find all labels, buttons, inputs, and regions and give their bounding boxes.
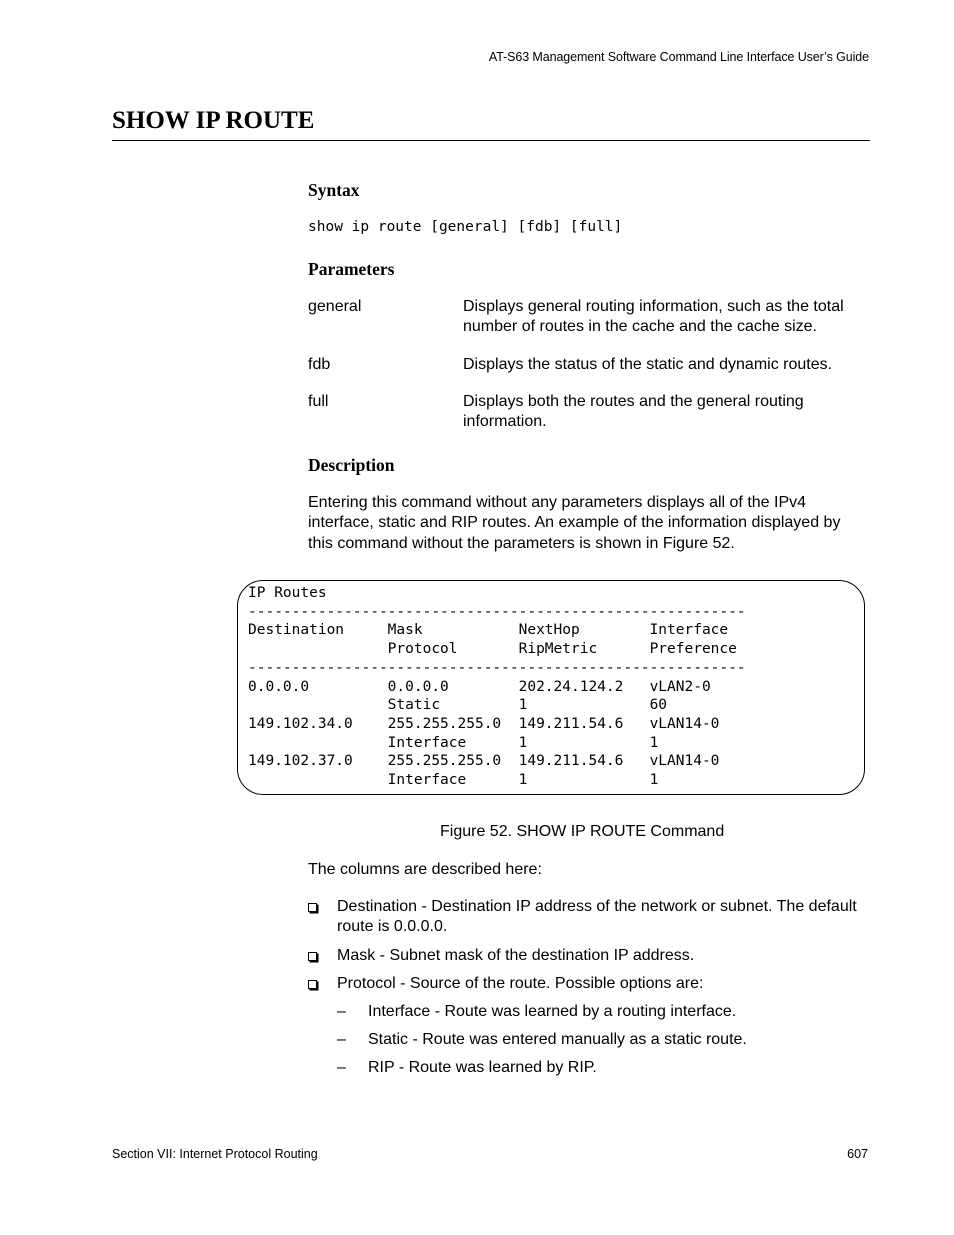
bullet-protocol: Protocol - Source of the route. Possible options are: <box>337 975 704 992</box>
dash-bullet: – <box>337 1059 346 1076</box>
syntax-command: show ip route [general] [fdb] [full] <box>308 219 623 235</box>
description-text: Entering this command without any parameters displays all of the IPv4 interface, static and RIP routes. An example of the information displayed by this command without the parameters is shown in Figure 52. <box>308 494 841 552</box>
columns-intro: The columns are described here: <box>308 861 542 878</box>
figure-caption: Figure 52. SHOW IP ROUTE Command <box>440 823 725 840</box>
running-header: AT-S63 Management Software Command Line Interface User’s Guide <box>488 50 869 64</box>
dash-bullet: – <box>337 1003 346 1020</box>
param-name-general: general <box>308 298 362 315</box>
description-heading: Description <box>308 455 395 475</box>
parameters-heading: Parameters <box>308 259 395 279</box>
footer-section: Section VII: Internet Protocol Routing <box>112 1147 318 1161</box>
checkbox-bullet-icon <box>308 952 317 961</box>
param-desc-fdb: Displays the status of the static and dynamic routes. <box>463 356 833 373</box>
protocol-option-rip: RIP - Route was learned by RIP. <box>368 1059 597 1076</box>
title-rule <box>112 140 870 141</box>
protocol-option-interface: Interface - Route was learned by a routing interface. <box>368 1003 737 1020</box>
dash-bullet: – <box>337 1031 346 1048</box>
command-output: IP Routes --------------------------------------------------------- Destination Mask NextHop Interface Protocol RipMetric Preference --------------------------------------------------------- 0.0.0.0 0.0.0.0 202.24.124.2 vLAN2-0 Static 1 60 149.102.34.0 255.255.255.0 149.211.54.6 vLAN14-0 Interface 1 1 149.102.37.0 255.255.255.0 149.211.54.6 vLAN14-0 Interface 1 1 <box>248 585 746 789</box>
protocol-option-static: Static - Route was entered manually as a static route. <box>368 1031 747 1048</box>
param-desc-full: Displays both the routes and the general routing information. <box>463 393 804 430</box>
syntax-heading: Syntax <box>308 180 360 200</box>
checkbox-bullet-icon <box>308 980 317 989</box>
page-number: 607 <box>847 1147 868 1161</box>
bullet-destination: Destination - Destination IP address of the network or subnet. The default route is 0.0.0.0. <box>337 898 857 936</box>
param-name-full: full <box>308 393 329 410</box>
bullet-mask: Mask - Subnet mask of the destination IP address. <box>337 947 695 964</box>
checkbox-bullet-icon <box>308 903 317 912</box>
page-title: SHOW IP ROUTE <box>112 107 315 134</box>
param-desc-general: Displays general routing information, such as the total number of routes in the cache and the cache size. <box>463 298 844 335</box>
param-name-fdb: fdb <box>308 356 331 373</box>
